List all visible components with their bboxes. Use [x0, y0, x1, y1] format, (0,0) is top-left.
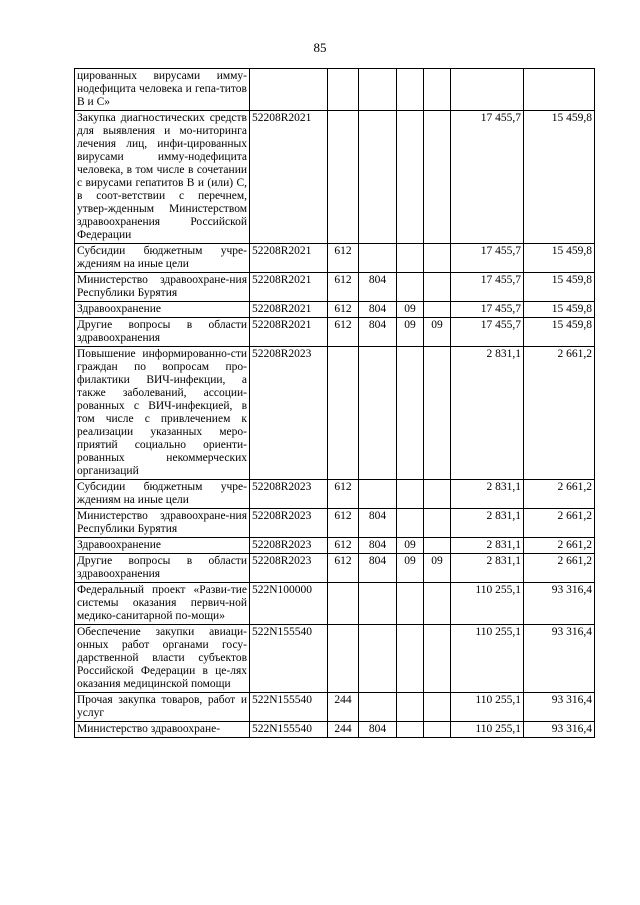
section-cell — [397, 583, 424, 625]
section-cell: 09 — [397, 318, 424, 347]
ministry-code-cell — [359, 480, 397, 509]
amount-1-cell: 2 831,1 — [451, 509, 524, 538]
section-cell — [397, 244, 424, 273]
target-code-cell: 52208R2023 — [250, 509, 328, 538]
target-code-cell — [250, 69, 328, 111]
subsection-cell — [424, 273, 451, 302]
table-row — [75, 625, 595, 693]
amount-2-cell: 93 316,4 — [524, 693, 595, 722]
ministry-code-cell: 804 — [359, 273, 397, 302]
row-name-cell: Обеспечение закупки авиаци-онных работ органами госу-дарственной власти субъектов Российской Федерации в це-лях оказания медицинской помощи — [75, 625, 250, 693]
expense-type-cell: 612 — [328, 302, 359, 318]
target-code-cell: 52208R2023 — [250, 554, 328, 583]
amount-2-cell: 2 661,2 — [524, 538, 595, 554]
row-name-cell: Закупка диагностических средств для выявления и мо-ниторинга лечения лиц, инфи-цированных вирусами имму-нодефицита человека, в том числе в сочетании с вирусами гепатитов В и (или) С, в соот-ветствии с перечнем, утвер-жденным Министерством здравоохранения Российской Федерации — [75, 111, 250, 244]
table-row — [75, 302, 595, 318]
target-code-cell: 52208R2021 — [250, 111, 328, 244]
target-code-cell: 522N155540 — [250, 693, 328, 722]
row-name-cell: Другие вопросы в области здравоохранения — [75, 554, 250, 583]
amount-1-cell: 110 255,1 — [451, 722, 524, 738]
expense-type-cell — [328, 111, 359, 244]
table-row — [75, 509, 595, 538]
target-code-cell: 52208R2021 — [250, 302, 328, 318]
subsection-cell — [424, 625, 451, 693]
amount-2-cell: 2 661,2 — [524, 480, 595, 509]
amount-2-cell: 93 316,4 — [524, 722, 595, 738]
table-row — [75, 347, 595, 480]
amount-1-cell: 17 455,7 — [451, 244, 524, 273]
expense-type-cell — [328, 347, 359, 480]
amount-2-cell: 2 661,2 — [524, 509, 595, 538]
section-cell — [397, 273, 424, 302]
amount-2-cell: 2 661,2 — [524, 554, 595, 583]
amount-1-cell: 17 455,7 — [451, 302, 524, 318]
ministry-code-cell — [359, 244, 397, 273]
amount-1-cell: 2 831,1 — [451, 480, 524, 509]
section-cell: 09 — [397, 554, 424, 583]
table-row — [75, 538, 595, 554]
subsection-cell — [424, 69, 451, 111]
amount-2-cell — [524, 69, 595, 111]
section-cell — [397, 347, 424, 480]
row-name-cell: Здравоохранение — [75, 538, 250, 554]
expense-type-cell: 612 — [328, 538, 359, 554]
ministry-code-cell — [359, 693, 397, 722]
target-code-cell: 52208R2021 — [250, 244, 328, 273]
table-row — [75, 722, 595, 738]
ministry-code-cell: 804 — [359, 302, 397, 318]
target-code-cell: 522N155540 — [250, 722, 328, 738]
subsection-cell: 09 — [424, 318, 451, 347]
amount-1-cell — [451, 69, 524, 111]
row-name-cell: Прочая закупка товаров, работ и услуг — [75, 693, 250, 722]
subsection-cell — [424, 693, 451, 722]
ministry-code-cell — [359, 69, 397, 111]
expense-type-cell: 612 — [328, 509, 359, 538]
amount-1-cell: 110 255,1 — [451, 625, 524, 693]
table-row — [75, 583, 595, 625]
amount-1-cell: 17 455,7 — [451, 111, 524, 244]
row-name-cell: Здравоохранение — [75, 302, 250, 318]
budget-table — [74, 68, 595, 738]
amount-2-cell: 15 459,8 — [524, 111, 595, 244]
table-row — [75, 244, 595, 273]
section-cell — [397, 69, 424, 111]
ministry-code-cell — [359, 625, 397, 693]
table-row — [75, 693, 595, 722]
section-cell — [397, 111, 424, 244]
subsection-cell — [424, 302, 451, 318]
expense-type-cell: 612 — [328, 318, 359, 347]
amount-1-cell: 17 455,7 — [451, 318, 524, 347]
amount-2-cell: 2 661,2 — [524, 347, 595, 480]
table-row — [75, 318, 595, 347]
subsection-cell — [424, 111, 451, 244]
subsection-cell: 09 — [424, 554, 451, 583]
amount-1-cell: 110 255,1 — [451, 693, 524, 722]
ministry-code-cell: 804 — [359, 318, 397, 347]
amount-1-cell: 2 831,1 — [451, 538, 524, 554]
table-row — [75, 554, 595, 583]
subsection-cell — [424, 509, 451, 538]
expense-type-cell: 612 — [328, 273, 359, 302]
table-row — [75, 273, 595, 302]
row-name-cell: Министерство здравоохране- — [75, 722, 250, 738]
amount-2-cell: 93 316,4 — [524, 625, 595, 693]
target-code-cell: 522N155540 — [250, 625, 328, 693]
amount-1-cell: 110 255,1 — [451, 583, 524, 625]
ministry-code-cell: 804 — [359, 538, 397, 554]
row-name-cell: Другие вопросы в области здравоохранения — [75, 318, 250, 347]
row-name-cell: цированных вирусами имму-нодефицита человека и гепа-титов В и С» — [75, 69, 250, 111]
amount-2-cell: 93 316,4 — [524, 583, 595, 625]
table-row — [75, 480, 595, 509]
row-name-cell: Министерство здравоохране-ния Республики Бурятия — [75, 273, 250, 302]
section-cell — [397, 693, 424, 722]
target-code-cell: 52208R2023 — [250, 538, 328, 554]
expense-type-cell — [328, 625, 359, 693]
budget-table-body — [75, 69, 595, 738]
expense-type-cell: 244 — [328, 693, 359, 722]
ministry-code-cell: 804 — [359, 722, 397, 738]
row-name-cell: Повышение информированно-сти граждан по вопросам про-филактики ВИЧ-инфекции, а также заболеваний, ассоции-рованных с ВИЧ-инфекцией, в том числе с привлечением к реализации указанных меро-приятий социально ориенти-рованных некоммерческих организаций — [75, 347, 250, 480]
subsection-cell — [424, 244, 451, 273]
expense-type-cell — [328, 69, 359, 111]
section-cell — [397, 480, 424, 509]
expense-type-cell: 612 — [328, 554, 359, 583]
row-name-cell: Субсидии бюджетным учре-ждениям на иные цели — [75, 480, 250, 509]
amount-1-cell: 2 831,1 — [451, 554, 524, 583]
amount-1-cell: 17 455,7 — [451, 273, 524, 302]
ministry-code-cell: 804 — [359, 554, 397, 583]
amount-2-cell: 15 459,8 — [524, 244, 595, 273]
subsection-cell — [424, 480, 451, 509]
row-name-cell: Субсидии бюджетным учре-ждениям на иные цели — [75, 244, 250, 273]
section-cell — [397, 625, 424, 693]
ministry-code-cell — [359, 347, 397, 480]
subsection-cell — [424, 347, 451, 480]
table-row — [75, 69, 595, 111]
subsection-cell — [424, 722, 451, 738]
amount-2-cell: 15 459,8 — [524, 273, 595, 302]
target-code-cell: 52208R2023 — [250, 347, 328, 480]
section-cell: 09 — [397, 538, 424, 554]
target-code-cell: 52208R2021 — [250, 318, 328, 347]
page-number: 85 — [313, 40, 327, 55]
row-name-cell: Федеральный проект «Разви-тие системы оказания первич-ной медико-санитарной по-мощи» — [75, 583, 250, 625]
expense-type-cell: 612 — [328, 480, 359, 509]
section-cell: 09 — [397, 302, 424, 318]
target-code-cell: 52208R2023 — [250, 480, 328, 509]
table-row — [75, 111, 595, 244]
expense-type-cell: 612 — [328, 244, 359, 273]
ministry-code-cell — [359, 583, 397, 625]
section-cell — [397, 722, 424, 738]
expense-type-cell: 244 — [328, 722, 359, 738]
amount-2-cell: 15 459,8 — [524, 302, 595, 318]
ministry-code-cell: 804 — [359, 509, 397, 538]
amount-1-cell: 2 831,1 — [451, 347, 524, 480]
subsection-cell — [424, 538, 451, 554]
row-name-cell: Министерство здравоохране-ния Республики Бурятия — [75, 509, 250, 538]
section-cell — [397, 509, 424, 538]
amount-2-cell: 15 459,8 — [524, 318, 595, 347]
target-code-cell: 52208R2021 — [250, 273, 328, 302]
target-code-cell: 522N100000 — [250, 583, 328, 625]
subsection-cell — [424, 583, 451, 625]
ministry-code-cell — [359, 111, 397, 244]
expense-type-cell — [328, 583, 359, 625]
